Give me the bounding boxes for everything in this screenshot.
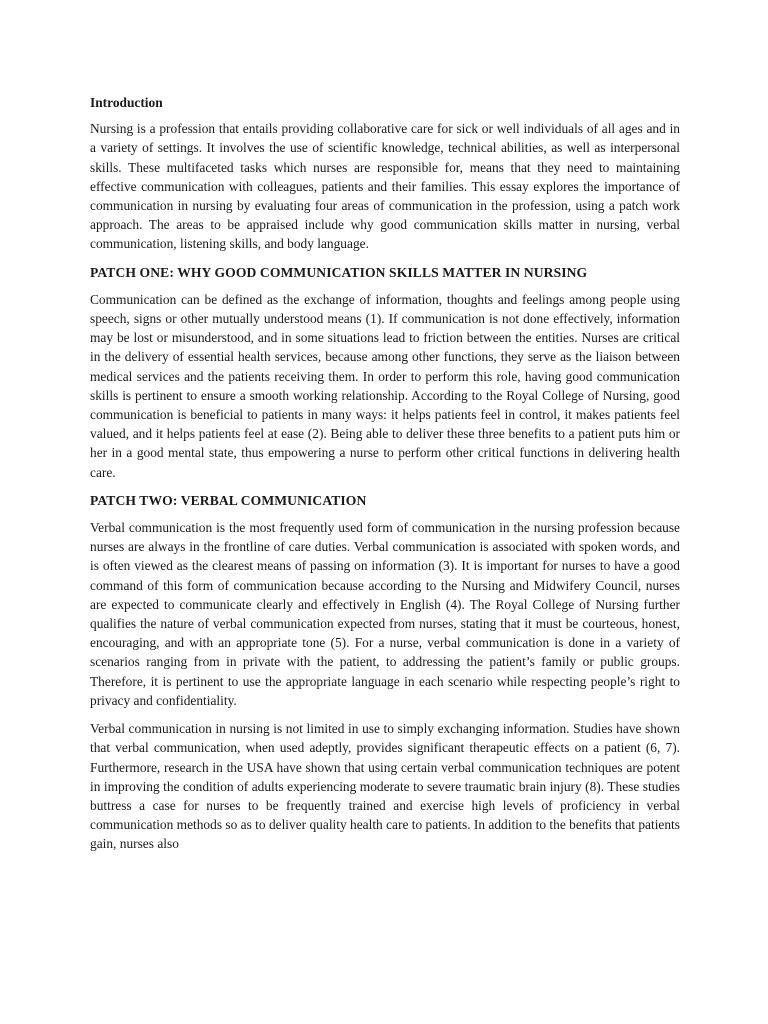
patch-one-paragraph: Communication can be defined as the exchange of information, thoughts and feelings among people using speech, signs or other mutually understood means (1). If communication is not done effectively, information may be lost or misunderstood, and in some situations lead to friction between the entities. Nurses are critical in the delivery of essential health services, because among other functions, they serve as the liaison between medical services and the patients receiving them. In order to perform this role, having good communication skills is pertinent to ensure a smooth working relationship. According to the Royal College of Nursing, good communication is beneficial to patients in many ways: it helps patients feel in control, it makes patients feel valued, and it helps patients feel at ease (2). Being able to deliver these three benefits to a patient puts him or her in a good mental state, thus empowering a nurse to perform other critical functions in delivering health care. — [90, 291, 680, 480]
patch-one-heading: PATCH ONE: WHY GOOD COMMUNICATION SKILLS MATTER IN NURSING — [90, 264, 588, 280]
document-page — [90, 93, 680, 863]
introduction-heading: Introduction — [90, 95, 163, 110]
patch-two-paragraph-1: Verbal communication is the most frequently used form of communication in the nursing profession because nurses are always in the frontline of care duties. Verbal communication is associated with spoken words, and is often viewed as the clearest means of passing on information (3). It is important for nurses to have a good command of this form of communication because according to the Nursing and Midwifery Council, nurses are expected to communicate clearly and effectively in English (4). The Royal College of Nursing further qualifies the nature of verbal communication expected from nurses, stating that it must be courteous, honest, encouraging, and with an appropriate tone (5). For a nurse, verbal communication is done in a variety of scenarios ranging from in private with the patient, to addressing the patient’s family or public groups. Therefore, it is pertinent to use the appropriate language in each scenario while respecting people’s right to privacy and confidentiality. — [90, 520, 680, 708]
patch-two-heading: PATCH TWO: VERBAL COMMUNICATION — [90, 492, 367, 508]
patch-two-paragraph-2: Verbal communication in nursing is not limited in use to simply exchanging information. Studies have shown that verbal communication, when used adeptly, provides significant therapeutic effects on a patient (6, 7). Furthermore, research in the USA have shown that using certain verbal communication techniques are potent in improving the condition of adults experiencing moderate to severe traumatic brain injury (8). These studies buttress a case for nurses to be frequently trained and exercise high levels of proficiency in verbal communication methods so as to deliver quality health care to patients. In addition to the benefits that patients gain, nurses also — [90, 721, 680, 852]
introduction-paragraph: Nursing is a profession that entails providing collaborative care for sick or well individuals of all ages and in a variety of settings. It involves the use of scientific knowledge, technical abilities, as well as interpersonal skills. These multifaceted tasks which nurses are responsible for, means that they need to maintaining effective communication with colleagues, patients and their families. This essay explores the importance of communication in nursing by evaluating four areas of communication in the profession, using a patch work approach. The areas to be appraised include why good communication skills matter in nursing, verbal communication, listening skills, and body language. — [90, 121, 680, 252]
